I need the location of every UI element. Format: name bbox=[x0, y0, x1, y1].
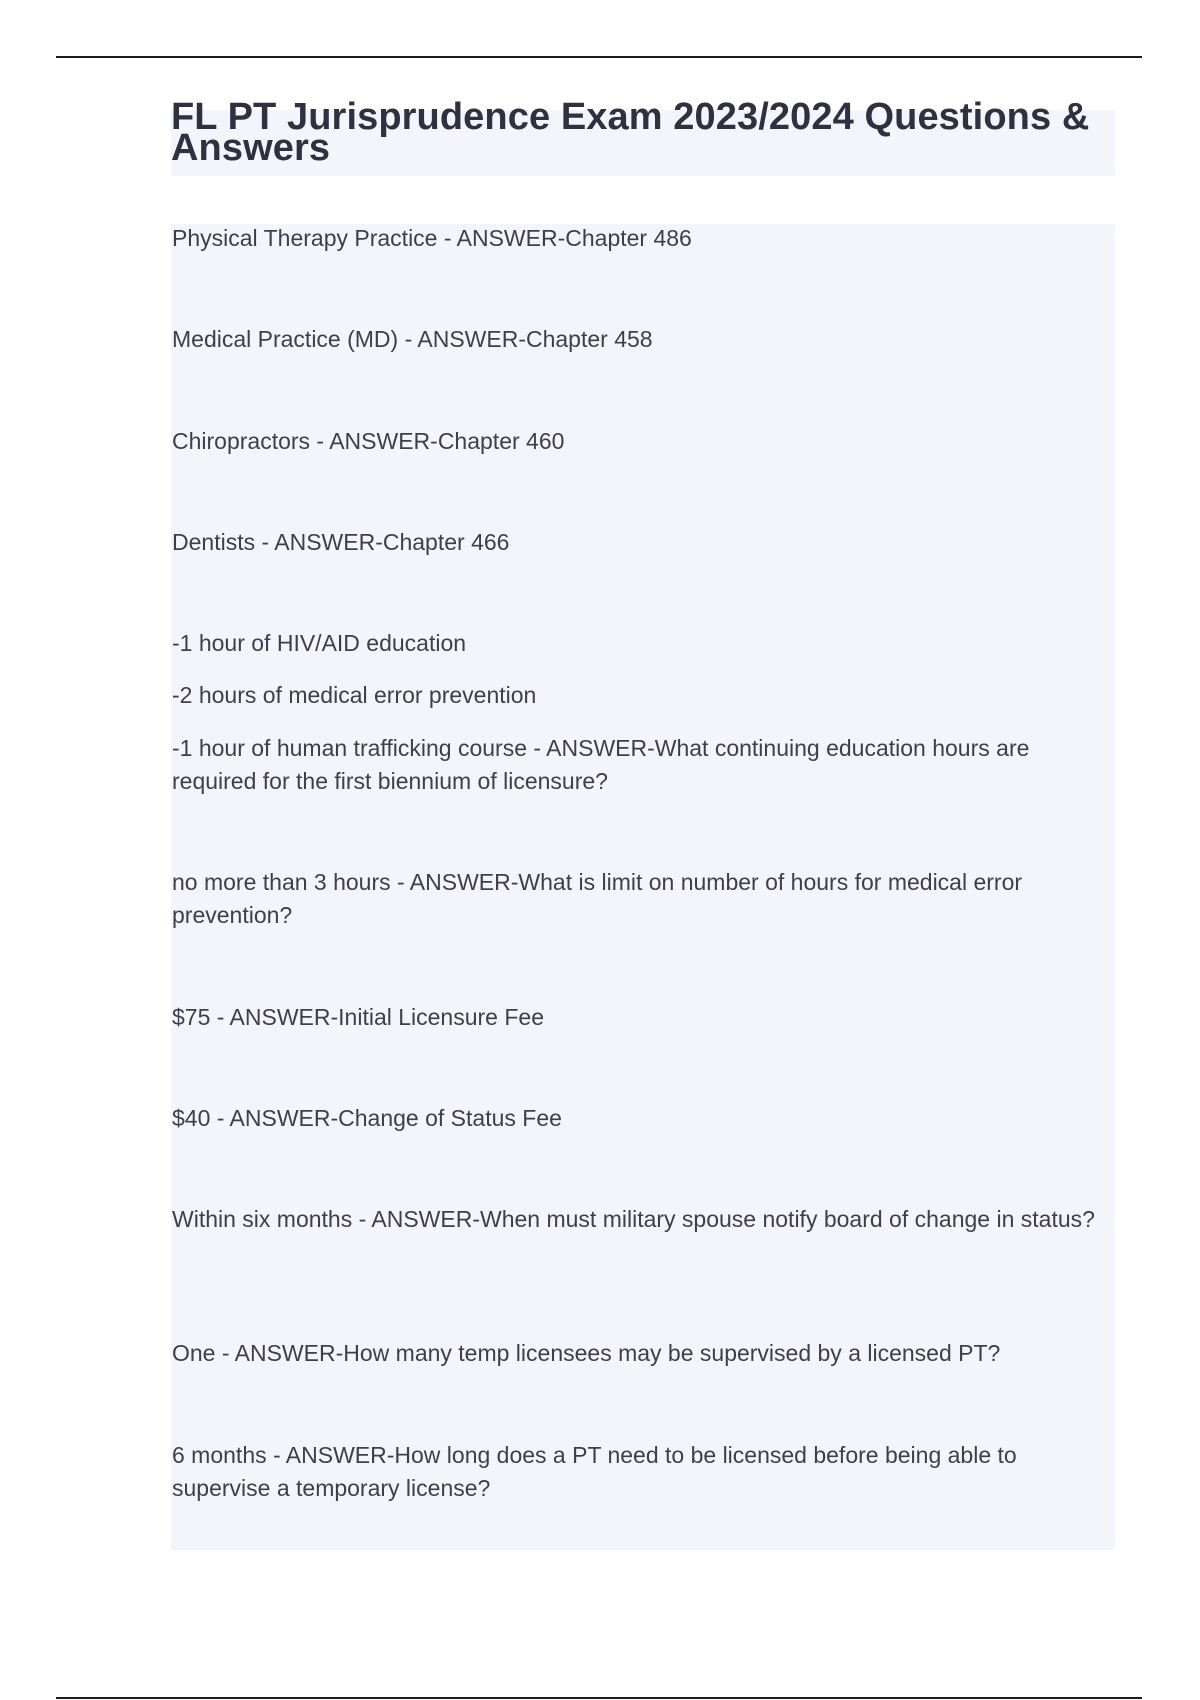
qa-entry-1: Physical Therapy Practice - ANSWER-Chapter 486 bbox=[172, 225, 692, 251]
qa-entry-8: no more than 3 hours - ANSWER-What is limit on number of hours for medical error prevention? bbox=[172, 869, 1023, 928]
qa-entry-13: 6 months - ANSWER-How long does a PT need to be licensed before being able to supervise a temporary license? bbox=[172, 1442, 1017, 1501]
top-rule bbox=[56, 56, 1142, 58]
qa-entry-9: $75 - ANSWER-Initial Licensure Fee bbox=[172, 1004, 544, 1030]
qa-entry-4: Dentists - ANSWER-Chapter 466 bbox=[172, 529, 510, 555]
qa-entry-10: $40 - ANSWER-Change of Status Fee bbox=[172, 1105, 562, 1131]
qa-entry-12: One - ANSWER-How many temp licensees may be supervised by a licensed PT? bbox=[172, 1340, 1001, 1366]
qa-entry-5: -1 hour of HIV/AID education bbox=[172, 630, 467, 656]
bottom-rule bbox=[56, 1697, 1142, 1699]
qa-entry-2: Medical Practice (MD) - ANSWER-Chapter 458 bbox=[172, 326, 653, 352]
qa-entry-7: -1 hour of human trafficking course - ANSWER-What continuing education hours are required for the first biennium of licensure? bbox=[172, 735, 1030, 794]
qa-entry-3: Chiropractors - ANSWER-Chapter 460 bbox=[172, 428, 565, 454]
qa-entry-6: -2 hours of medical error prevention bbox=[172, 682, 537, 708]
qa-entry-11: Within six months - ANSWER-When must military spouse notify board of change in status? bbox=[172, 1206, 1095, 1232]
document-title: FL PT Jurisprudence Exam 2023/2024 Questions & Answers bbox=[171, 96, 1090, 169]
